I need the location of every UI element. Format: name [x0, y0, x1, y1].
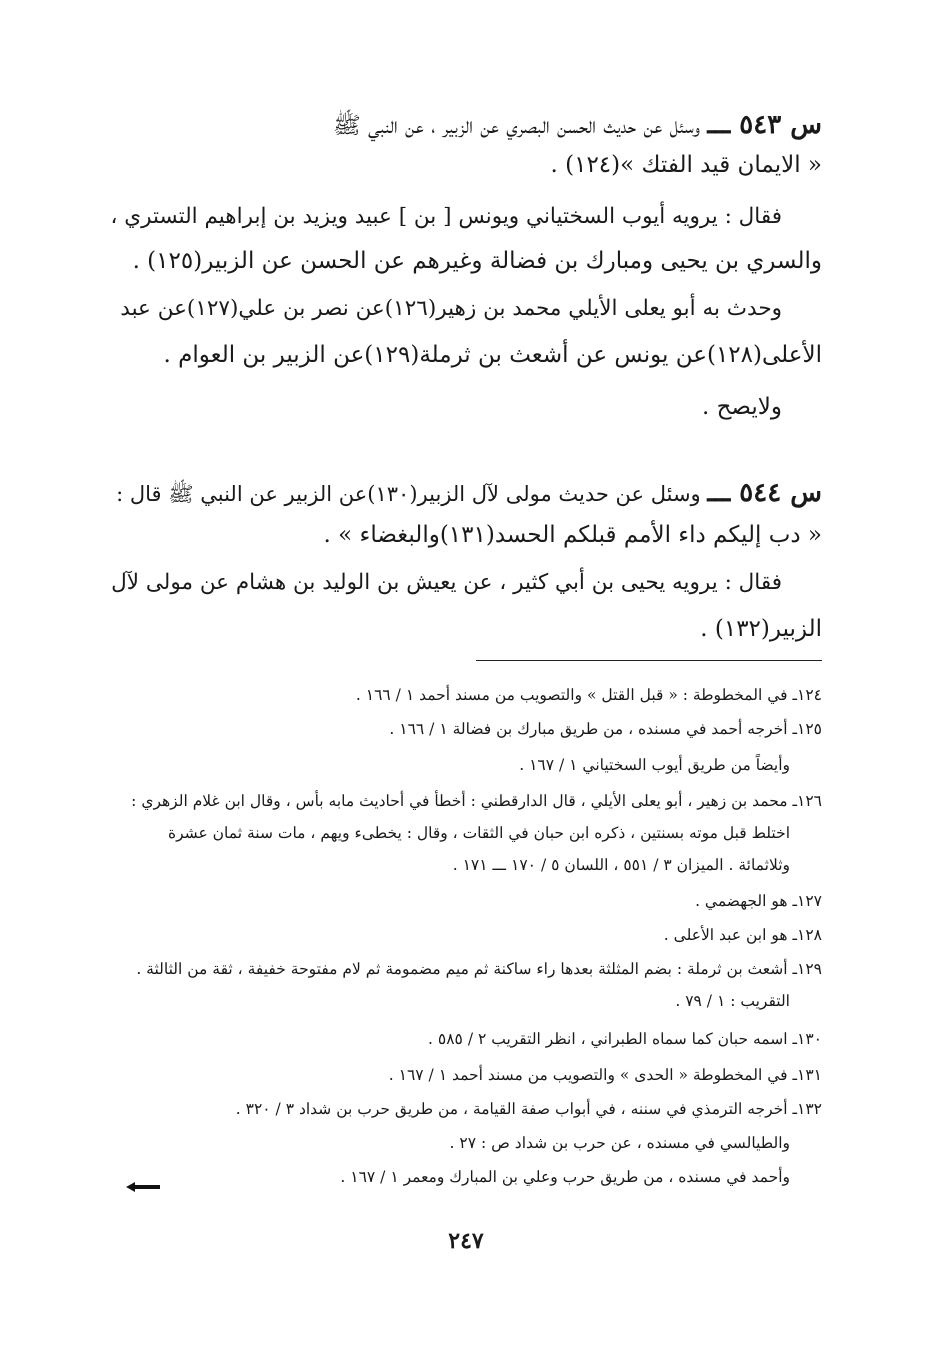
footnote-125-cont: وأيضاً من طريق أيوب السختياني ١ / ١٦٧ . — [519, 756, 790, 774]
question-544-text-1: وسئل عن حديث مولى لآل الزبير(١٣٠)عن الزبير عن النبي ﷺ قال : — [116, 482, 701, 506]
answer-544-line-1: فقال : يرويه يحيى بن أبي كثير ، عن يعيش بن الوليد بن هشام عن مولى لآل — [111, 570, 782, 595]
footnote-129: ١٢٩ـ أشعث بن ثرملة : بضم المثلثة بعدها راء ساكنة ثم ميم مضمومة ثم لام مفتوحة خفيفة ، ثقة من الثالثة . — [136, 960, 822, 978]
question-543-line-1 — [110, 108, 822, 143]
footnote-131: ١٣١ـ في المخطوطة « الحدى » والتصويب من مسند أحمد ١ / ١٦٧ . — [388, 1066, 822, 1084]
question-543-text-1: وسئل عن حديث الحسن البصري عن الزبير ، عن النبي ﷺ — [332, 113, 701, 139]
answer-543-line-4: الأعلى(١٢٨)عن يونس عن أشعث بن ثرملة(١٢٩)عن الزبير بن العوام . — [163, 342, 822, 368]
footnote-separator — [476, 660, 822, 661]
footnote-126: ١٢٦ـ محمد بن زهير ، أبو يعلى الأيلي ، قال الدارقطني : أخطأ في أحاديث مابه بأس ، وقال ابن غلام الزهري : — [131, 792, 822, 810]
footnote-127: ١٢٧ـ هو الجهضمي . — [695, 892, 822, 910]
footnote-128: ١٢٨ـ هو ابن عبد الأعلى . — [663, 926, 822, 944]
footnote-132-cont-2: وأحمد في مسنده ، من طريق حرب وعلي بن المبارك ومعمر ١ / ١٦٧ . — [340, 1168, 790, 1186]
footnote-124: ١٢٤ـ في المخطوطة : « قبل القتل » والتصويب من مسند أحمد ١ / ١٦٦ . — [355, 686, 822, 704]
footnote-129-cont: التقريب : ١ / ٧٩ . — [675, 992, 790, 1010]
answer-543-line-5: ولايصح . — [701, 394, 782, 420]
page-number: ٢٤٧ — [448, 1228, 484, 1254]
footnote-132: ١٣٢ـ أخرجه الترمذي في سننه ، في أبواب صفة القيامة ، من طريق حرب بن شداد ٣ / ٣٢٠ . — [235, 1100, 822, 1118]
question-544-line-2: « دب إليكم داء الأمم قبلكم الحسد(١٣١)والبغضاء » . — [323, 522, 822, 548]
footnote-130: ١٣٠ـ اسمه حبان كما سماه الطبراني ، انظر التقريب ٢ / ٥٨٥ . — [428, 1030, 822, 1048]
arrow-left-icon — [126, 1180, 160, 1194]
answer-544-line-2: الزبير(١٣٢) . — [700, 616, 822, 642]
footnote-132-cont-1: والطيالسي في مسنده ، عن حرب بن شداد ص : ٢٧ . — [449, 1134, 790, 1152]
answer-543-line-2: والسري بن يحيى ومبارك بن فضالة وغيرهم عن الحسن عن الزبير(١٢٥) . — [132, 248, 822, 274]
footnote-126-cont-1: اختلط قبل موته بسنتين ، ذكره ابن حبان في الثقات ، وقال : يخطىء ويهم ، مات سنة ثمان عشرة — [167, 824, 790, 842]
question-544-number: س ٥٤٤ ـــ — [707, 478, 822, 508]
answer-543-line-3: وحدث به أبو يعلى الأيلي محمد بن زهير(١٢٦)عن نصر بن علي(١٢٧)عن عبد — [120, 296, 782, 321]
answer-543-line-1: فقال : يرويه أيوب السختياني ويونس [ بن ] عبيد ويزيد بن إبراهيم التستري ، — [110, 204, 782, 229]
question-544-line-1 — [110, 476, 822, 511]
footnote-125: ١٢٥ـ أخرجه أحمد في مسنده ، من طريق مبارك بن فضالة ١ / ١٦٦ . — [389, 720, 822, 738]
question-543-number: س ٥٤٣ ـــ — [707, 110, 822, 140]
question-543-line-2: « الايمان قيد الفتك »(١٢٤) . — [550, 152, 822, 178]
footnote-126-cont-2: وثلاثمائة . الميزان ٣ / ٥٥١ ، اللسان ٥ / ١٧٠ ـــ ١٧١ . — [452, 856, 790, 874]
